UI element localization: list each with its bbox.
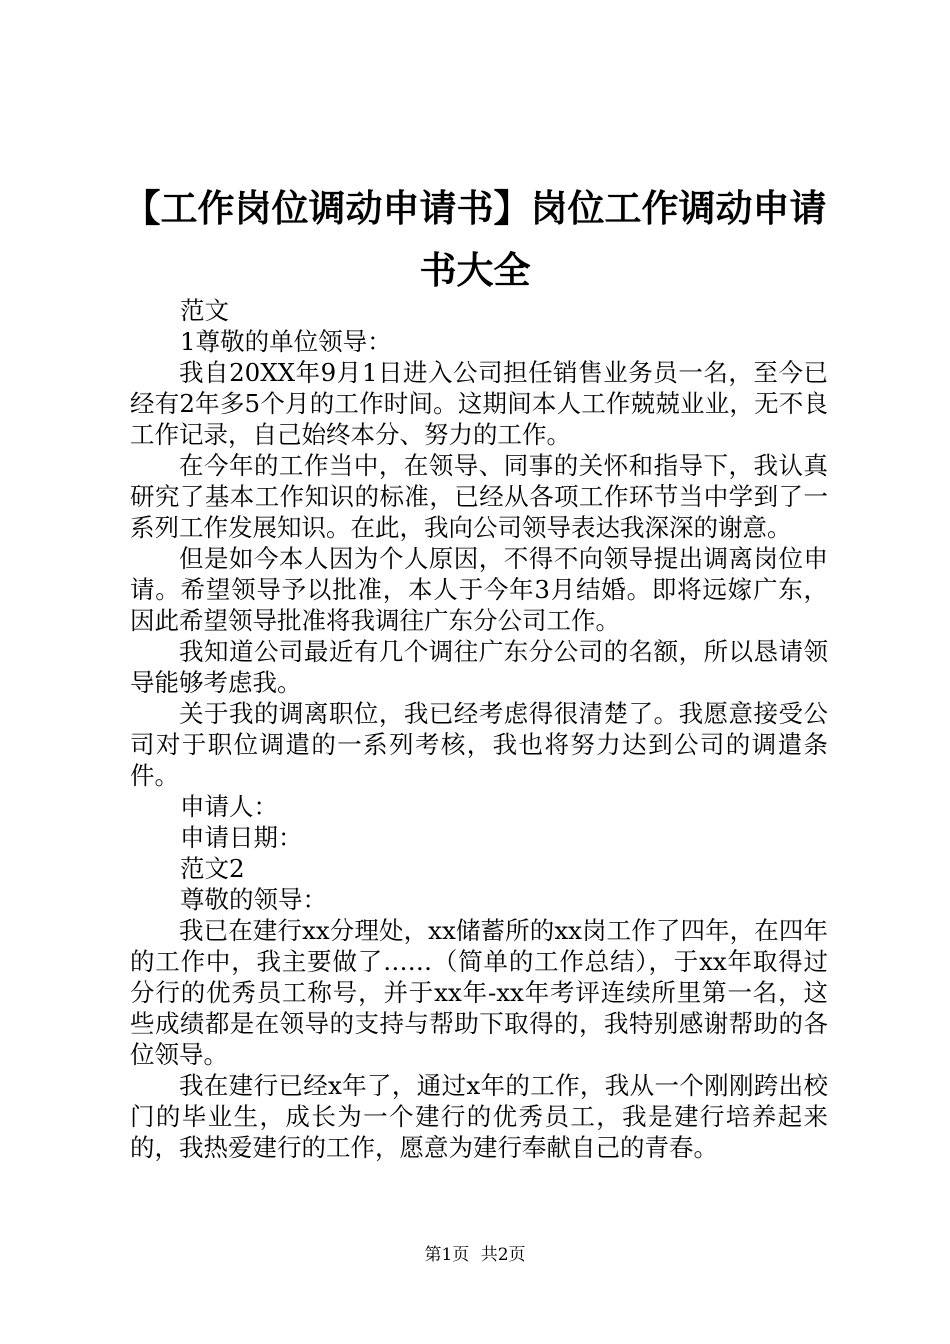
applicant-label: 申请人： [180,792,278,821]
page-footer [0,1244,950,1266]
application-date-label: 申请日期： [180,823,303,852]
page-number: 第1页 [424,1245,470,1265]
page-total: 共2页 [480,1245,526,1265]
paragraph: 范文 [180,296,229,325]
paragraph: 但是如今本人因为个人原因，不得不向领导提出调离岗位申请。希望领导予以批准，本人于今年3月结婚。即将远嫁广东，因此希望领导批准将我调往广东分公司工作。 [130,544,828,635]
paragraph: 我知道公司最近有几个调往广东分公司的名额，所以恳请领导能够考虑我。 [130,637,828,697]
document-body [130,295,828,1163]
paragraph: 1尊敬的单位领导： [180,327,392,356]
document-title: 【工作岗位调动申请书】岗位工作调动申请书大全 [123,187,827,292]
section-heading: 范文2 [180,854,245,883]
salutation: 尊敬的领导： [180,885,327,914]
paragraph: 关于我的调离职位，我已经考虑得很清楚了。我愿意接受公司对于职位调遣的一系列考核，我也将努力达到公司的调遣条件。 [130,699,828,790]
paragraph: 我在建行已经x年了，通过x年的工作，我从一个刚刚跨出校门的毕业生，成长为一个建行的优秀员工，我是建行培养起来的，我热爱建行的工作，愿意为建行奉献自己的青春。 [130,1071,828,1162]
paragraph: 我已在建行xx分理处，xx储蓄所的xx岗工作了四年，在四年的工作中，我主要做了……（简单的工作总结），于xx年取得过分行的优秀员工称号，并于xx年-xx年考评连续所里第一名，这些成绩都是在领导的支持与帮助下取得的，我特别感谢帮助的各位领导。 [130,916,828,1069]
paragraph: 我自20XX年9月1日进入公司担任销售业务员一名，至今已经有2年多5个月的工作时间。这期间本人工作兢兢业业，无不良工作记录，自己始终本分、努力的工作。 [130,358,828,449]
paragraph: 在今年的工作当中，在领导、同事的关怀和指导下，我认真研究了基本工作知识的标准，已经从各项工作环节当中学到了一系列工作发展知识。在此，我向公司领导表达我深深的谢意。 [130,451,828,542]
